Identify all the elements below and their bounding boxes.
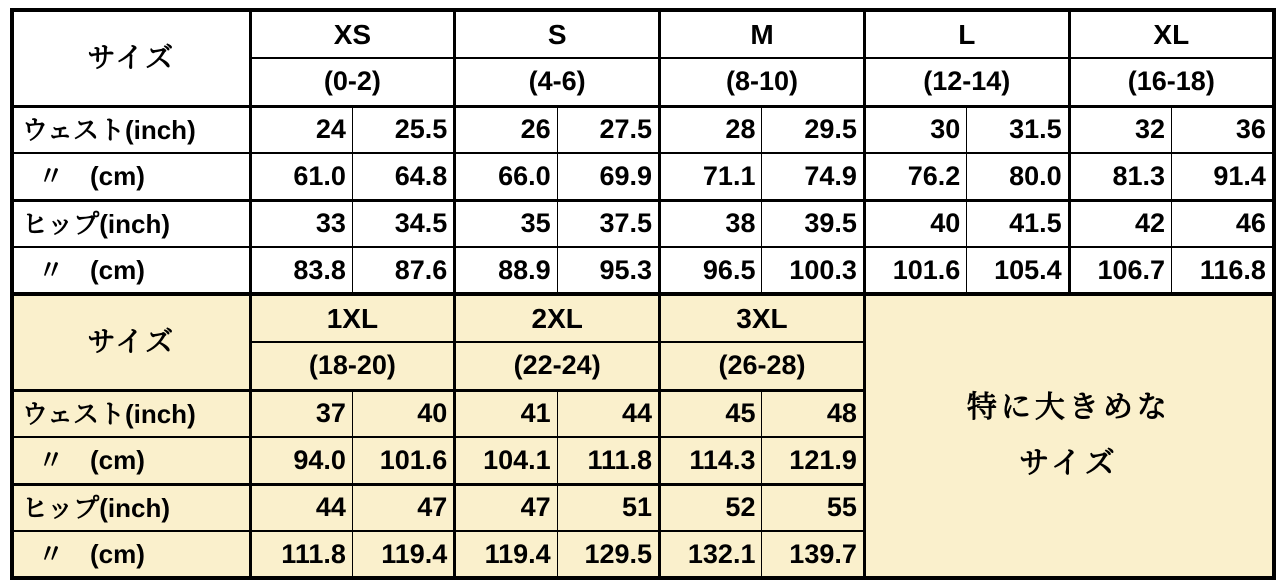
value-cell: 29.5 <box>762 106 864 153</box>
value-cell: 48 <box>762 390 864 437</box>
size-chart-table <box>10 8 1276 580</box>
value-cell: 71.1 <box>660 153 762 200</box>
row-label-hip-cm: 〃 (cm) <box>12 531 250 578</box>
top-hip-cm-row <box>12 247 1274 294</box>
value-cell: 37 <box>250 390 352 437</box>
value-cell: 46 <box>1172 200 1274 247</box>
value-cell: 106.7 <box>1069 247 1171 294</box>
value-cell: 111.8 <box>250 531 352 578</box>
value-cell: 38 <box>660 200 762 247</box>
value-cell: 105.4 <box>967 247 1069 294</box>
size-group-s: S <box>455 10 660 58</box>
row-label-waist-cm: 〃 (cm) <box>12 437 250 484</box>
plus-size-note-line1: 特に大きめな <box>966 391 1171 424</box>
value-cell: 66.0 <box>455 153 557 200</box>
value-cell: 111.8 <box>557 437 659 484</box>
size-range-xs: (0-2) <box>250 58 455 106</box>
value-cell: 42 <box>1069 200 1171 247</box>
value-cell: 26 <box>455 106 557 153</box>
value-cell: 64.8 <box>352 153 454 200</box>
size-range-1xl: (18-20) <box>250 342 455 390</box>
value-cell: 80.0 <box>967 153 1069 200</box>
size-range-l: (12-14) <box>864 58 1069 106</box>
size-range-3xl: (26-28) <box>660 342 865 390</box>
value-cell: 51 <box>557 484 659 531</box>
value-cell: 47 <box>352 484 454 531</box>
size-range-s: (4-6) <box>455 58 660 106</box>
value-cell: 44 <box>250 484 352 531</box>
row-label-waist-inch: ウェスト(inch) <box>12 106 250 153</box>
value-cell: 37.5 <box>557 200 659 247</box>
plus-size-note-line2: サイズ <box>1019 447 1119 480</box>
bottom-size-name-row <box>12 294 1274 342</box>
size-group-l: L <box>864 10 1069 58</box>
size-group-2xl: 2XL <box>455 294 660 342</box>
size-range-m: (8-10) <box>660 58 865 106</box>
row-label-hip-inch: ヒップ(inch) <box>12 200 250 247</box>
value-cell: 35 <box>455 200 557 247</box>
value-cell: 88.9 <box>455 247 557 294</box>
value-cell: 119.4 <box>352 531 454 578</box>
value-cell: 76.2 <box>864 153 966 200</box>
size-group-3xl: 3XL <box>660 294 865 342</box>
value-cell: 69.9 <box>557 153 659 200</box>
value-cell: 101.6 <box>352 437 454 484</box>
row-label-waist-inch: ウェスト(inch) <box>12 390 250 437</box>
value-cell: 83.8 <box>250 247 352 294</box>
value-cell: 25.5 <box>352 106 454 153</box>
value-cell: 116.8 <box>1172 247 1274 294</box>
value-cell: 45 <box>660 390 762 437</box>
value-cell: 55 <box>762 484 864 531</box>
value-cell: 40 <box>352 390 454 437</box>
value-cell: 114.3 <box>660 437 762 484</box>
bottom-size-label-cell: サイズ <box>12 294 250 390</box>
plus-size-note-cell <box>864 294 1274 578</box>
value-cell: 104.1 <box>455 437 557 484</box>
value-cell: 61.0 <box>250 153 352 200</box>
top-size-label-cell: サイズ <box>12 10 250 106</box>
size-group-m: M <box>660 10 865 58</box>
value-cell: 47 <box>455 484 557 531</box>
value-cell: 41 <box>455 390 557 437</box>
top-size-name-row <box>12 10 1274 58</box>
value-cell: 81.3 <box>1069 153 1171 200</box>
value-cell: 44 <box>557 390 659 437</box>
top-waist-inch-row <box>12 106 1274 153</box>
value-cell: 40 <box>864 200 966 247</box>
value-cell: 52 <box>660 484 762 531</box>
value-cell: 119.4 <box>455 531 557 578</box>
value-cell: 129.5 <box>557 531 659 578</box>
value-cell: 96.5 <box>660 247 762 294</box>
row-label-waist-cm: 〃 (cm) <box>12 153 250 200</box>
value-cell: 28 <box>660 106 762 153</box>
value-cell: 31.5 <box>967 106 1069 153</box>
value-cell: 95.3 <box>557 247 659 294</box>
size-chart <box>10 8 1276 580</box>
top-hip-inch-row <box>12 200 1274 247</box>
value-cell: 27.5 <box>557 106 659 153</box>
value-cell: 24 <box>250 106 352 153</box>
value-cell: 34.5 <box>352 200 454 247</box>
value-cell: 39.5 <box>762 200 864 247</box>
value-cell: 41.5 <box>967 200 1069 247</box>
value-cell: 132.1 <box>660 531 762 578</box>
row-label-hip-cm: 〃 (cm) <box>12 247 250 294</box>
value-cell: 94.0 <box>250 437 352 484</box>
size-range-xl: (16-18) <box>1069 58 1274 106</box>
size-range-2xl: (22-24) <box>455 342 660 390</box>
value-cell: 33 <box>250 200 352 247</box>
value-cell: 91.4 <box>1172 153 1274 200</box>
top-waist-cm-row <box>12 153 1274 200</box>
value-cell: 100.3 <box>762 247 864 294</box>
value-cell: 101.6 <box>864 247 966 294</box>
size-group-1xl: 1XL <box>250 294 455 342</box>
row-label-hip-inch: ヒップ(inch) <box>12 484 250 531</box>
value-cell: 32 <box>1069 106 1171 153</box>
value-cell: 139.7 <box>762 531 864 578</box>
size-group-xl: XL <box>1069 10 1274 58</box>
value-cell: 74.9 <box>762 153 864 200</box>
value-cell: 87.6 <box>352 247 454 294</box>
value-cell: 121.9 <box>762 437 864 484</box>
value-cell: 30 <box>864 106 966 153</box>
size-group-xs: XS <box>250 10 455 58</box>
value-cell: 36 <box>1172 106 1274 153</box>
